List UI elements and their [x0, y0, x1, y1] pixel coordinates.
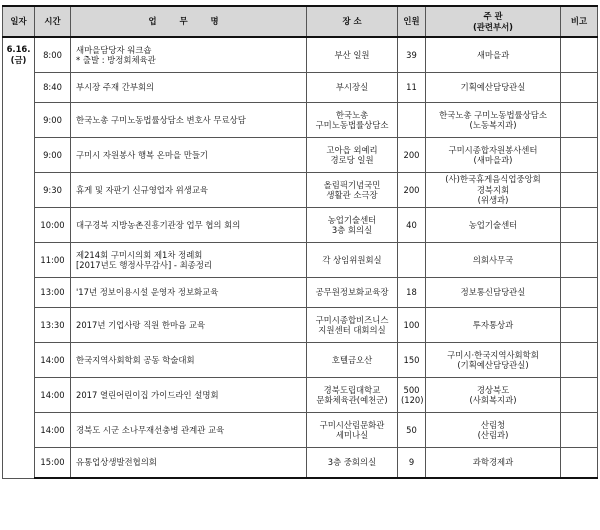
remark-cell — [561, 413, 598, 448]
task-cell: 경북도 시군 소나무재선충병 관계관 교육 — [71, 413, 307, 448]
place-cell-line: 세미나실 — [335, 430, 369, 440]
table-row — [3, 243, 598, 278]
table-row — [3, 37, 598, 73]
place-cell-line: 경북도립대학교 — [323, 384, 381, 395]
place-cell — [307, 413, 398, 448]
time-cell: 14:00 — [35, 343, 71, 378]
header-people: 인원 — [398, 6, 426, 37]
place-cell-line: 지원센터 대회의실 — [318, 325, 386, 335]
place-cell-line: 3층 회의실 — [331, 225, 373, 235]
place-cell-line: 경로당 일원 — [330, 155, 374, 165]
org-cell — [426, 413, 561, 448]
remark-cell — [561, 343, 598, 378]
place-cell-line: 올림픽기념국민 — [323, 179, 381, 190]
place-cell — [307, 138, 398, 173]
task-cell: 유통업상생발전협의회 — [71, 448, 307, 479]
remark-cell — [561, 37, 598, 73]
table-row — [3, 343, 598, 378]
task-cell: 한국지역사회학회 공동 학술대회 — [71, 343, 307, 378]
place-cell-line: 구미시산림문화관 — [319, 419, 385, 430]
place-cell-line: 생활관 소극장 — [326, 190, 378, 200]
task-cell-line: * 출발 : 방정회체육관 — [76, 55, 156, 65]
remark-cell — [561, 448, 598, 479]
remark-cell — [561, 308, 598, 343]
remark-cell — [561, 173, 598, 208]
schedule-table — [2, 5, 598, 479]
people-cell — [398, 378, 426, 413]
people-cell — [398, 243, 426, 278]
org-cell-line: (새마을과) — [473, 155, 513, 165]
people-cell: 18 — [398, 278, 426, 308]
org-cell-line: (산림과) — [477, 430, 509, 440]
people-cell: 200 — [398, 173, 426, 208]
org-cell: 과학경제과 — [426, 448, 561, 479]
header-remark: 비고 — [561, 6, 598, 37]
table-row — [3, 413, 598, 448]
remark-cell — [561, 378, 598, 413]
time-cell: 9:30 — [35, 173, 71, 208]
task-cell: 휴게 및 자판기 신규영업자 위생교육 — [71, 173, 307, 208]
place-cell-line: 문화체육관(예천군) — [316, 395, 388, 405]
remark-cell — [561, 243, 598, 278]
remark-cell — [561, 73, 598, 103]
org-cell: 기획예산담당관실 — [426, 73, 561, 103]
table-row — [3, 103, 598, 138]
org-cell-line: 경상북도 — [476, 384, 510, 395]
org-cell: 정보통신담당관실 — [426, 278, 561, 308]
task-cell-line: [2017년도 행정사무감사] - 최종정리 — [76, 260, 212, 270]
header-place: 장 소 — [307, 6, 398, 37]
time-cell: 9:00 — [35, 138, 71, 173]
time-cell: 11:00 — [35, 243, 71, 278]
table-row — [3, 173, 598, 208]
time-cell: 8:00 — [35, 37, 71, 73]
place-cell: 부시장실 — [307, 73, 398, 103]
header-org-sub: (관련부서) — [472, 21, 514, 32]
time-cell: 14:00 — [35, 378, 71, 413]
remark-cell — [561, 208, 598, 243]
place-cell-line: 고아읍 외예리 — [326, 144, 378, 155]
place-cell-line: 구미시종합비즈니스 — [315, 314, 389, 325]
people-cell — [398, 103, 426, 138]
header-org — [426, 6, 561, 37]
org-cell — [426, 103, 561, 138]
org-cell-line: (사)한국휴게음식업중앙회 — [445, 174, 541, 185]
people-cell-line: 500 — [403, 384, 420, 395]
task-cell: 2017년 기업사랑 직원 한마음 교육 — [71, 308, 307, 343]
place-cell — [307, 103, 398, 138]
time-cell: 8:40 — [35, 73, 71, 103]
place-cell — [307, 173, 398, 208]
org-cell-line: (사회복지과) — [469, 395, 517, 405]
org-cell-line: 구미시종합자원봉사센터 — [448, 144, 538, 155]
time-cell: 13:00 — [35, 278, 71, 308]
org-cell — [426, 343, 561, 378]
task-cell-line: 제214회 구미시의회 제1차 정례회 — [76, 249, 203, 260]
people-cell-line: (120) — [401, 395, 424, 405]
org-cell-line: 구미시·한국지역사회학회 — [447, 349, 539, 360]
people-cell: 100 — [398, 308, 426, 343]
org-cell-line: (노동복지과) — [469, 120, 517, 130]
task-cell: 한국노총 구미노동법률상담소 변호사 무료상담 — [71, 103, 307, 138]
header-org-main: 주 관 — [483, 11, 503, 21]
table-row — [3, 378, 598, 413]
place-cell — [307, 308, 398, 343]
task-cell-line: 새마을담당자 워크숍 — [76, 44, 152, 55]
schedule-body — [3, 37, 598, 478]
org-cell-line: (기획예산담당관실) — [457, 360, 529, 370]
time-cell: 10:00 — [35, 208, 71, 243]
place-cell: 각 상임위원회실 — [307, 243, 398, 278]
header-time: 시간 — [35, 6, 71, 37]
place-cell-line: 농업기술센터 — [327, 214, 377, 225]
people-cell: 9 — [398, 448, 426, 479]
header-date: 일자 — [3, 6, 35, 37]
people-cell: 150 — [398, 343, 426, 378]
time-cell: 9:00 — [35, 103, 71, 138]
place-cell: 부산 일원 — [307, 37, 398, 73]
people-cell: 39 — [398, 37, 426, 73]
task-cell: 구미시 자원봉사 행복 온마을 만들기 — [71, 138, 307, 173]
header-row — [3, 6, 598, 37]
task-cell — [71, 243, 307, 278]
place-cell: 공무원정보화교육장 — [307, 278, 398, 308]
table-row — [3, 448, 598, 479]
time-cell: 13:30 — [35, 308, 71, 343]
place-cell: 호텔금오산 — [307, 343, 398, 378]
people-cell: 11 — [398, 73, 426, 103]
table-row — [3, 208, 598, 243]
table-row — [3, 138, 598, 173]
org-cell: 의회사무국 — [426, 243, 561, 278]
task-cell: 부시장 주재 간부회의 — [71, 73, 307, 103]
header-task: 업 무 명 — [71, 6, 307, 37]
task-cell — [71, 37, 307, 73]
time-cell: 15:00 — [35, 448, 71, 479]
table-row — [3, 73, 598, 103]
org-cell-line: 경북지회 — [476, 184, 510, 195]
date-cell-line: 6.16. — [6, 44, 31, 54]
table-row — [3, 278, 598, 308]
place-cell — [307, 208, 398, 243]
remark-cell — [561, 138, 598, 173]
org-cell — [426, 173, 561, 208]
table-row — [3, 308, 598, 343]
org-cell-line: 산림청 — [480, 419, 506, 430]
people-cell: 50 — [398, 413, 426, 448]
task-cell: 대구경북 지방농촌진흥기관장 업무 협의 회의 — [71, 208, 307, 243]
remark-cell — [561, 278, 598, 308]
task-cell: 2017 열린어린이집 가이드라인 설명회 — [71, 378, 307, 413]
date-cell — [3, 37, 35, 478]
place-cell-line: 구미노동법률상담소 — [315, 120, 389, 130]
task-cell: '17년 정보이용시설 운영자 정보화교육 — [71, 278, 307, 308]
people-cell: 40 — [398, 208, 426, 243]
org-cell: 농업기술센터 — [426, 208, 561, 243]
remark-cell — [561, 103, 598, 138]
place-cell — [307, 378, 398, 413]
people-cell: 200 — [398, 138, 426, 173]
org-cell: 새마을과 — [426, 37, 561, 73]
date-cell-line: (금) — [10, 54, 27, 65]
org-cell: 투자통상과 — [426, 308, 561, 343]
org-cell — [426, 138, 561, 173]
place-cell-line: 한국노총 — [335, 109, 369, 120]
org-cell — [426, 378, 561, 413]
place-cell: 3층 중회의실 — [307, 448, 398, 479]
org-cell-line: 한국노총 구미노동법률상담소 — [439, 109, 547, 120]
time-cell: 14:00 — [35, 413, 71, 448]
org-cell-line: (위생과) — [477, 195, 509, 206]
